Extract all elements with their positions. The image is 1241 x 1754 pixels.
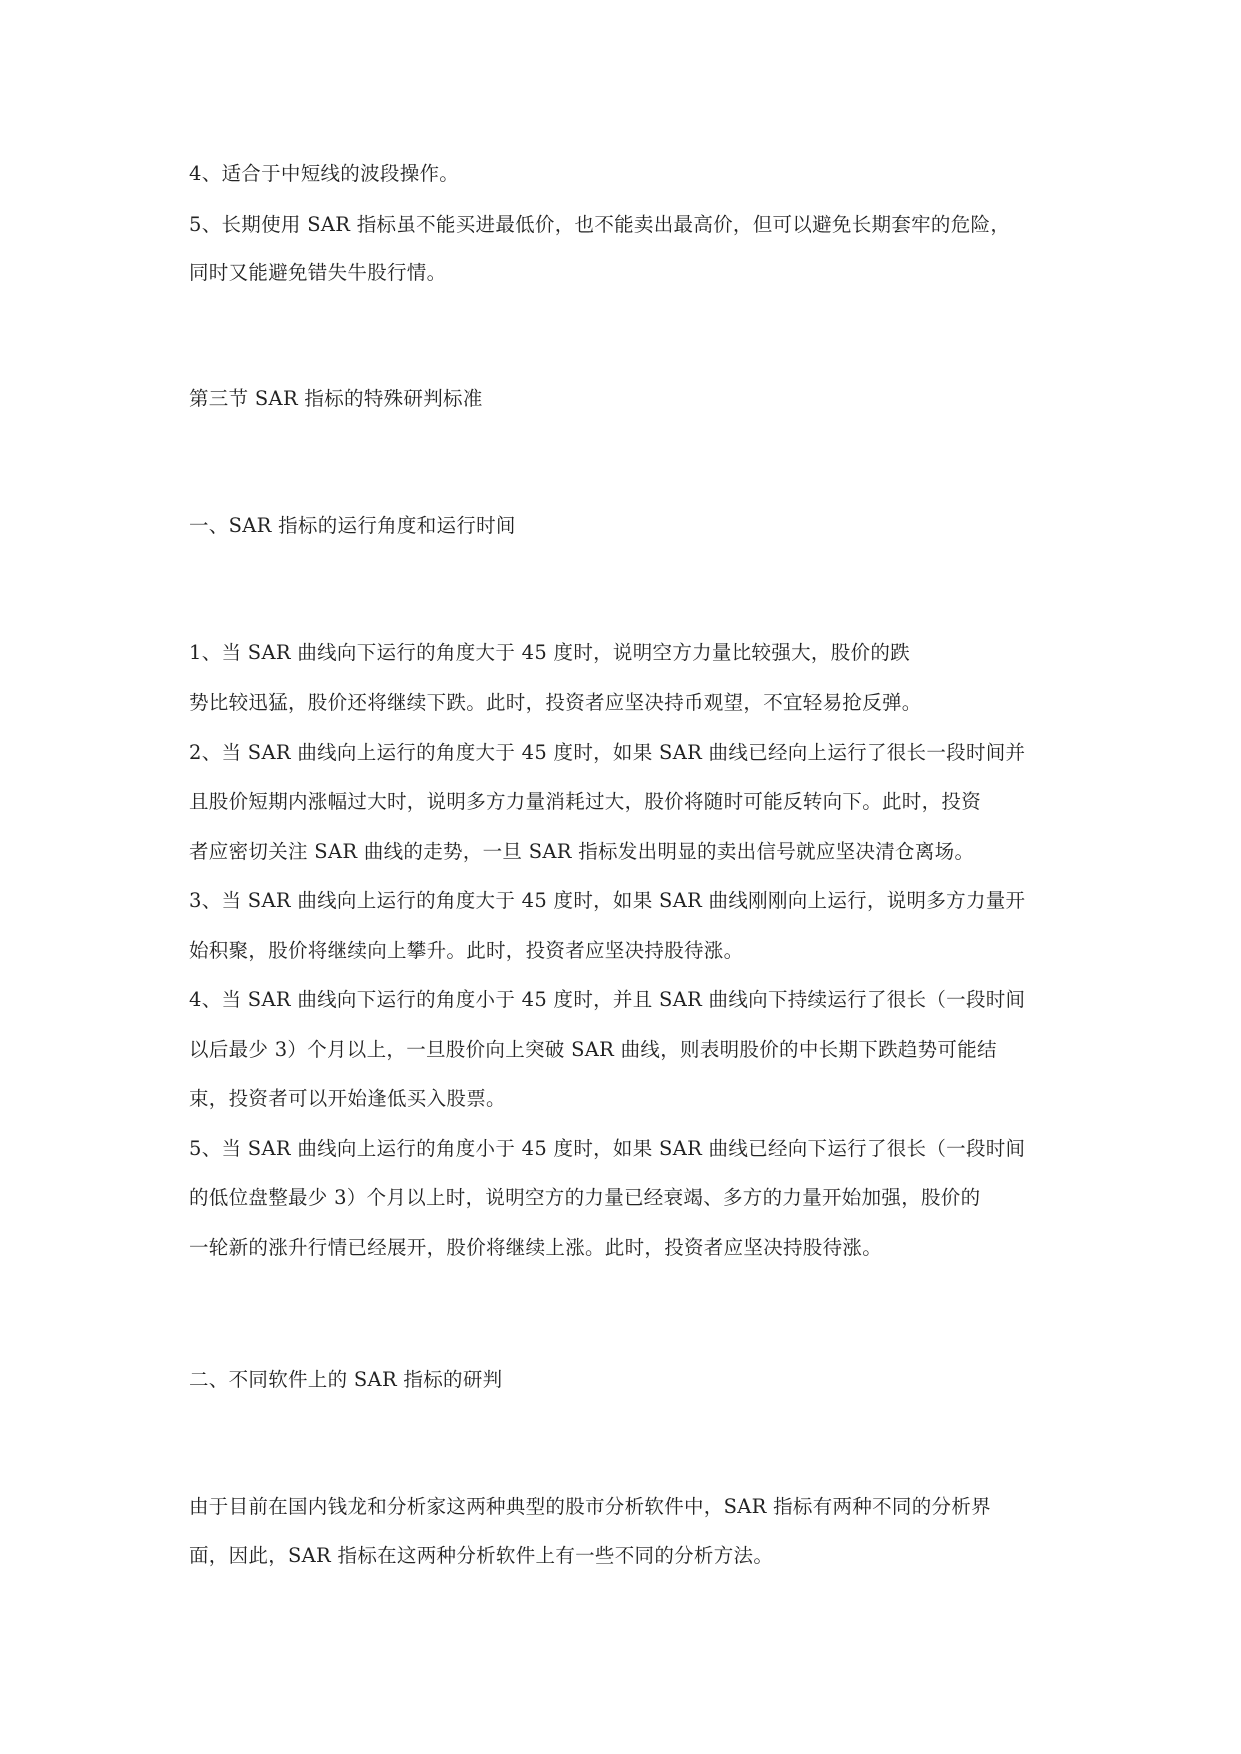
paragraph-line: 面，因此，SAR 指标在这两种分析软件上有一些不同的分析方法。 — [189, 1544, 774, 1567]
paragraph-line: 势比较迅猛，股价还将继续下跌。此时，投资者应坚决持币观望，不宜轻易抢反弹。 — [189, 691, 922, 714]
paragraph-line: 一轮新的涨升行情已经展开，股价将继续上涨。此时，投资者应坚决持股待涨。 — [189, 1236, 883, 1259]
list-item-4: 4、适合于中短线的波段操作。 — [189, 162, 460, 185]
section-title: 第三节 SAR 指标的特殊研判标准 — [189, 387, 483, 410]
paragraph-line: 3、当 SAR 曲线向上运行的角度大于 45 度时，如果 SAR 曲线刚刚向上运行，说明多方力量开 — [189, 889, 1026, 912]
paragraph-line: 1、当 SAR 曲线向下运行的角度大于 45 度时，说明空方力量比较强大，股价的跌 — [189, 641, 910, 664]
paragraph-line: 的低位盘整最少 3）个月以上时，说明空方的力量已经衰竭、多方的力量开始加强，股价的 — [189, 1186, 981, 1209]
paragraph-line: 5、当 SAR 曲线向上运行的角度小于 45 度时，如果 SAR 曲线已经向下运行了很长（一段时间 — [189, 1137, 1026, 1160]
paragraph-line: 以后最少 3）个月以上，一旦股价向上突破 SAR 曲线，则表明股价的中长期下跌趋势可能结 — [189, 1038, 997, 1061]
paragraph-line: 2、当 SAR 曲线向上运行的角度大于 45 度时，如果 SAR 曲线已经向上运行了很长一段时间并 — [189, 741, 1026, 764]
list-item-5-line-1: 5、长期使用 SAR 指标虽不能买进最低价，也不能卖出最高价，但可以避免长期套牢的危险， — [189, 213, 1011, 236]
subsection-1-title: 一、SAR 指标的运行角度和运行时间 — [189, 514, 516, 537]
subsection-2-title: 二、不同软件上的 SAR 指标的研判 — [189, 1368, 503, 1391]
paragraph-line: 束，投资者可以开始逢低买入股票。 — [189, 1087, 506, 1110]
paragraph-line: 且股价短期内涨幅过大时，说明多方力量消耗过大，股价将随时可能反转向下。此时，投资 — [189, 790, 982, 813]
list-item-5-line-2: 同时又能避免错失牛股行情。 — [189, 261, 447, 284]
paragraph-line: 由于目前在国内钱龙和分析家这两种典型的股市分析软件中，SAR 指标有两种不同的分析界 — [189, 1495, 991, 1518]
paragraph-line: 者应密切关注 SAR 曲线的走势，一旦 SAR 指标发出明显的卖出信号就应坚决清仓离场。 — [189, 840, 975, 863]
paragraph-line: 4、当 SAR 曲线向下运行的角度小于 45 度时，并且 SAR 曲线向下持续运行了很长（一段时间 — [189, 988, 1026, 1011]
paragraph-line: 始积聚，股价将继续向上攀升。此时，投资者应坚决持股待涨。 — [189, 939, 744, 962]
